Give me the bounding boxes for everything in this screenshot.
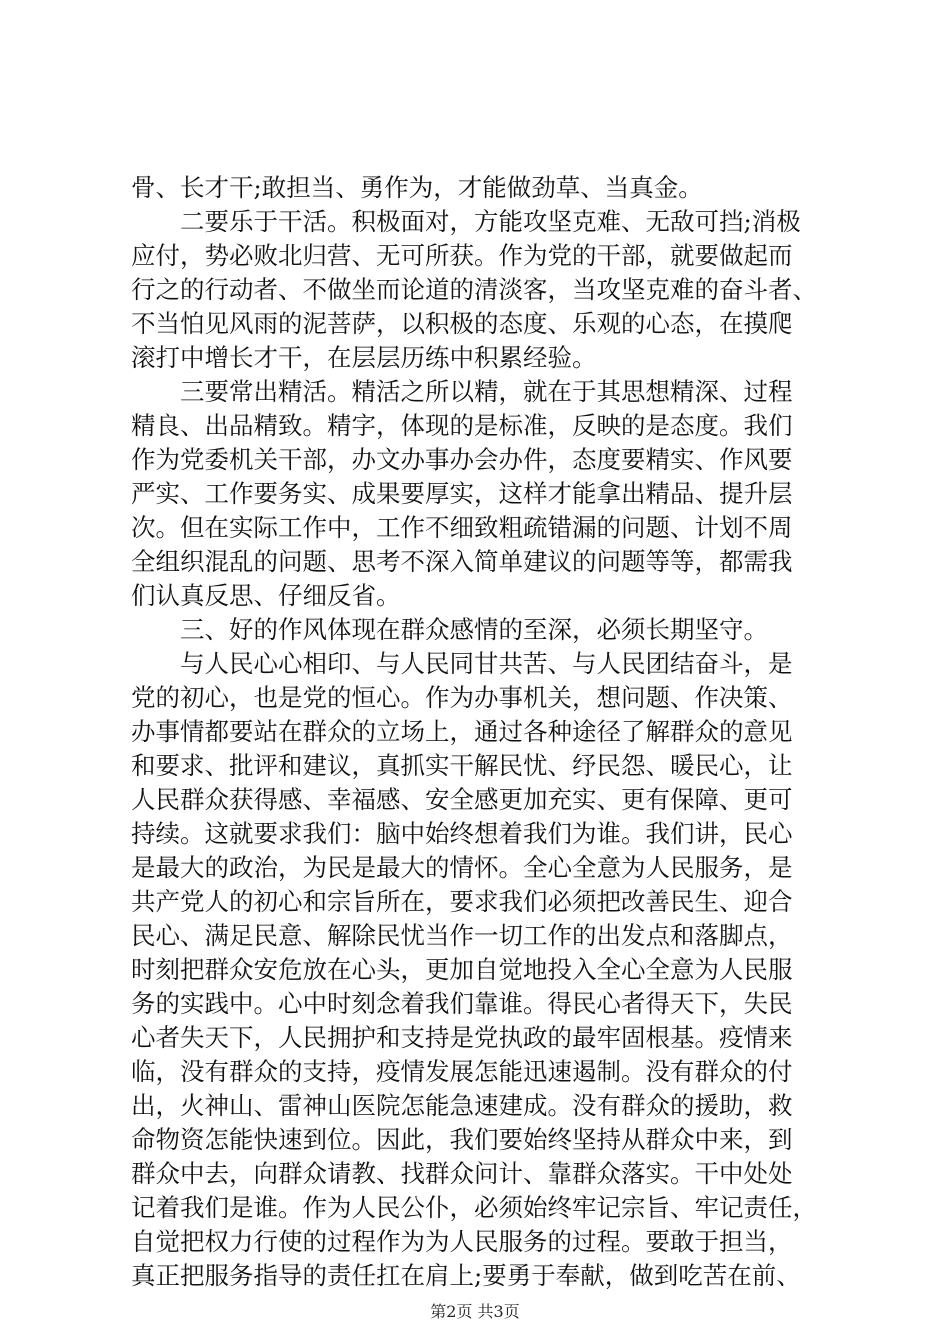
text-line: 民心、满足民意、解除民忧当作一切工作的出发点和落脚点， (131, 921, 793, 950)
text-line: 自觉把权力行使的过程作为为人民服务的过程。要敢于担当， (131, 1227, 793, 1256)
text-line: 三要常出精活。精活之所以精，就在于其思想精深、过程 (180, 377, 793, 406)
text-line: 应付，势必败北归营、无可所获。作为党的干部，就要做起而 (131, 241, 793, 270)
text-line: 党的初心，也是党的恒心。作为办事机关，想问题、作决策、 (131, 683, 793, 712)
text-line: 行之的行动者、不做坐而论道的清淡客，当攻坚克难的奋斗者、 (131, 275, 817, 304)
text-line: 滚打中增长才干，在层层历练中积累经验。 (131, 343, 597, 372)
text-line: 出，火神山、雷神山医院怎能急速建成。没有群众的援助，救 (131, 1091, 793, 1120)
text-line: 次。但在实际工作中，工作不细致粗疏错漏的问题、计划不周 (131, 513, 793, 542)
text-line: 时刻把群众安危放在心头，更加自觉地投入全心全意为人民服 (131, 955, 793, 984)
text-line: 与人民心心相印、与人民同甘共苦、与人民团结奋斗，是 (180, 649, 793, 678)
text-line: 共产党人的初心和宗旨所在，要求我们必须把改善民生、迎合 (131, 887, 793, 916)
text-line: 全组织混乱的问题、思考不深入简单建议的问题等等，都需我 (131, 547, 793, 576)
text-line: 命物资怎能快速到位。因此，我们要始终坚持从群众中来，到 (131, 1125, 793, 1154)
text-line: 精良、出品精致。精字，体现的是标准，反映的是态度。我们 (131, 411, 793, 440)
text-line: 临，没有群众的支持，疫情发展怎能迅速遏制。没有群众的付 (131, 1057, 793, 1086)
text-line: 持续。这就要求我们：脑中始终想着我们为谁。我们讲，民心 (131, 819, 793, 848)
text-line: 骨、长才干;敢担当、勇作为，才能做劲草、当真金。 (131, 173, 703, 202)
text-line: 务的实践中。心中时刻念着我们靠谁。得民心者得天下，失民 (131, 989, 793, 1018)
text-line: 作为党委机关干部，办文办事办会办件，态度要精实、作风要 (131, 445, 793, 474)
text-line: 人民群众获得感、幸福感、安全感更加充实、更有保障、更可 (131, 785, 793, 814)
text-line: 群众中去，向群众请教、找群众问计、靠群众落实。干中处处 (131, 1159, 793, 1188)
text-line: 记着我们是谁。作为人民公仆，必须始终牢记宗旨、牢记责任， (131, 1193, 817, 1222)
section-heading: 三、好的作风体现在群众感情的至深，必须长期坚守。 (180, 615, 768, 644)
text-line: 心者失天下，人民拥护和支持是党执政的最牢固根基。疫情来 (131, 1023, 793, 1052)
text-line: 是最大的政治，为民是最大的情怀。全心全意为人民服务，是 (131, 853, 793, 882)
text-line: 二要乐于干活。积极面对，方能攻坚克难、无敌可挡;消极 (180, 207, 801, 236)
text-line: 和要求、批评和建议，真抓实干解民忧、纾民怨、暖民心，让 (131, 751, 793, 780)
page-number-footer: 第2页 共3页 (430, 1302, 520, 1321)
text-line: 办事情都要站在群众的立场上，通过各种途径了解群众的意见 (131, 717, 793, 746)
text-line: 们认真反思、仔细反省。 (131, 581, 401, 610)
text-line: 严实、工作要务实、成果要厚实，这样才能拿出精品、提升层 (131, 479, 793, 508)
text-line: 不当怕见风雨的泥菩萨，以积极的态度、乐观的心态，在摸爬 (131, 309, 793, 338)
text-line: 真正把服务指导的责任扛在肩上;要勇于奉献，做到吃苦在前、 (131, 1261, 801, 1290)
